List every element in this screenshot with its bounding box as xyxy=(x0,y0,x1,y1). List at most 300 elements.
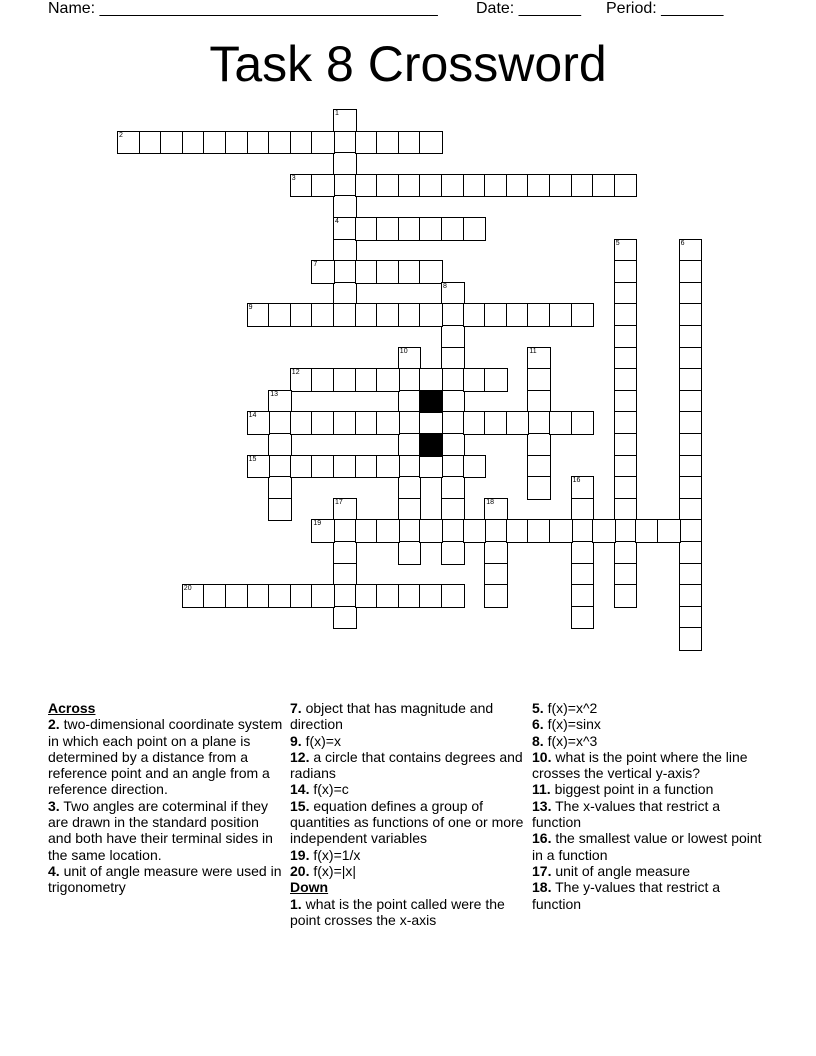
grid-cell[interactable] xyxy=(527,519,551,543)
grid-cell[interactable] xyxy=(398,260,422,284)
across-clue xyxy=(290,847,526,863)
grid-cell[interactable] xyxy=(355,584,379,608)
across-clue xyxy=(290,700,526,733)
grid-cell[interactable] xyxy=(441,411,465,435)
grid-cell[interactable] xyxy=(333,498,357,522)
grid-cell[interactable] xyxy=(441,325,465,349)
grid-cell[interactable] xyxy=(398,455,422,479)
clue-text: f(x)=|x| xyxy=(309,862,357,879)
grid-cell[interactable] xyxy=(527,390,551,414)
clue-num: 20. xyxy=(290,862,310,879)
grid-cell[interactable] xyxy=(549,174,573,198)
grid-cell[interactable] xyxy=(549,303,573,327)
grid-cell[interactable] xyxy=(614,433,638,457)
grid-cell[interactable] xyxy=(527,368,551,392)
clues-column-3 xyxy=(532,700,768,912)
clue-number: 19 xyxy=(313,520,322,528)
grid-cell[interactable] xyxy=(268,476,292,500)
grid-cell[interactable] xyxy=(441,498,465,522)
clue-num: 6. xyxy=(532,716,544,733)
grid-cell[interactable] xyxy=(311,174,335,198)
grid-cell[interactable] xyxy=(614,239,638,263)
grid-cell[interactable] xyxy=(333,584,357,608)
grid-cell[interactable] xyxy=(484,563,508,587)
grid-cell[interactable] xyxy=(376,131,400,155)
grid-cell[interactable] xyxy=(463,174,487,198)
grid-cell[interactable] xyxy=(679,390,703,414)
across-heading: Across xyxy=(48,700,96,716)
grid-cell[interactable] xyxy=(506,303,530,327)
grid-cell[interactable] xyxy=(398,541,422,565)
clue-num: 3. xyxy=(48,797,60,814)
clue-text: f(x)=x^3 xyxy=(543,732,598,749)
grid-cell[interactable] xyxy=(571,563,595,587)
grid-cell[interactable] xyxy=(333,303,357,327)
grid-cell[interactable] xyxy=(527,174,551,198)
grid-cell[interactable] xyxy=(376,303,400,327)
grid-cell[interactable] xyxy=(355,217,379,241)
grid-cell[interactable] xyxy=(614,325,638,349)
grid-cell[interactable] xyxy=(333,260,357,284)
grid-cell[interactable] xyxy=(463,303,487,327)
grid-cell[interactable] xyxy=(441,174,465,198)
down-clue xyxy=(290,896,526,929)
grid-cell[interactable] xyxy=(441,303,465,327)
grid-cell[interactable] xyxy=(333,109,357,133)
period-field-label[interactable]: Period: _______ xyxy=(606,0,724,17)
grid-cell[interactable] xyxy=(290,131,314,155)
across-clue-list-1 xyxy=(48,716,284,895)
grid-cell[interactable] xyxy=(614,455,638,479)
grid-cell[interactable] xyxy=(679,239,703,263)
grid-cell[interactable] xyxy=(614,498,638,522)
down-clue xyxy=(532,716,768,732)
clue-num: 12. xyxy=(290,748,310,765)
clue-text: unit of angle measure were used in trigonometry xyxy=(48,862,282,896)
grid-cell[interactable] xyxy=(419,368,443,392)
grid-cell[interactable] xyxy=(571,174,595,198)
grid-cell[interactable] xyxy=(333,239,357,263)
grid-cell[interactable] xyxy=(679,606,703,630)
grid-cell[interactable] xyxy=(571,303,595,327)
grid-cell[interactable] xyxy=(679,541,703,565)
grid-cell[interactable] xyxy=(419,131,443,155)
grid-cell[interactable] xyxy=(441,519,465,543)
clue-num: 17. xyxy=(532,862,552,879)
grid-cell[interactable] xyxy=(657,519,681,543)
clue-number: 20 xyxy=(183,585,192,593)
across-clue xyxy=(290,733,526,749)
grid-cell[interactable] xyxy=(506,519,530,543)
grid-cell[interactable] xyxy=(571,476,595,500)
clue-text: f(x)=1/x xyxy=(309,846,361,863)
grid-cell[interactable] xyxy=(571,519,595,543)
grid-cell[interactable] xyxy=(571,498,595,522)
clue-number: 5 xyxy=(615,239,620,247)
clue-num: 1. xyxy=(290,895,302,912)
grid-cell[interactable] xyxy=(311,260,335,284)
grid-cell[interactable] xyxy=(463,217,487,241)
grid-cell[interactable] xyxy=(484,174,508,198)
clue-number: 4 xyxy=(335,218,339,225)
grid-cell[interactable] xyxy=(441,584,465,608)
name-field-label[interactable]: Name: ______________________________________ xyxy=(48,0,438,17)
grid-cell[interactable] xyxy=(419,260,443,284)
clue-text: a circle that contains degrees and radians xyxy=(290,748,523,782)
down-clue-list-2 xyxy=(532,700,768,912)
across-clue xyxy=(290,749,526,782)
clue-num: 14. xyxy=(290,781,310,798)
clue-number: 6 xyxy=(680,239,685,247)
grid-cell[interactable] xyxy=(268,455,292,479)
page-title: Task 8 Crossword xyxy=(209,36,607,92)
grid-cell[interactable] xyxy=(679,563,703,587)
clue-number: 12 xyxy=(291,369,300,377)
across-clue xyxy=(290,781,526,797)
down-heading: Down xyxy=(290,879,329,896)
grid-cell[interactable] xyxy=(355,455,379,479)
grid-cell[interactable] xyxy=(398,498,422,522)
grid-cell[interactable] xyxy=(614,368,638,392)
grid-cell[interactable] xyxy=(398,411,422,435)
grid-cell[interactable] xyxy=(419,174,443,198)
grid-cell[interactable] xyxy=(355,519,379,543)
grid-cell[interactable] xyxy=(463,368,487,392)
grid-cell[interactable] xyxy=(355,174,379,198)
down-clue xyxy=(532,700,768,716)
grid-cell[interactable] xyxy=(571,411,595,435)
clue-number: 18 xyxy=(486,498,494,506)
grid-cell[interactable] xyxy=(592,174,616,198)
grid-cell[interactable] xyxy=(376,455,400,479)
grid-cell[interactable] xyxy=(355,131,379,155)
grid-cell[interactable] xyxy=(614,519,638,543)
grid-cell[interactable] xyxy=(679,476,703,500)
clue-num: 9. xyxy=(290,732,302,749)
clue-num: 5. xyxy=(532,700,544,716)
grid-cell[interactable] xyxy=(441,368,465,392)
down-clue xyxy=(532,781,768,797)
grid-cell[interactable] xyxy=(290,584,314,608)
grid-cell[interactable] xyxy=(441,217,465,241)
grid-cell[interactable] xyxy=(527,347,551,371)
grid-cell[interactable] xyxy=(527,303,551,327)
grid-cell[interactable] xyxy=(484,498,508,522)
clue-text: Two angles are coterminal if they are drawn in the standard position and both have their terminal sides in the same location. xyxy=(48,797,273,863)
clue-text: two-dimensional coordinate system in which each point on a plane is determined by a distance from a reference point and an angle from a reference direction. xyxy=(48,716,283,798)
grid-cell[interactable] xyxy=(614,260,638,284)
down-clue xyxy=(532,879,768,912)
grid-cell[interactable] xyxy=(571,606,595,630)
grid-cell[interactable] xyxy=(333,455,357,479)
grid-cell[interactable] xyxy=(398,347,422,371)
clue-num: 7. xyxy=(290,700,302,716)
clue-text: The y-values that restrict a function xyxy=(532,879,721,912)
grid-cell[interactable] xyxy=(225,584,249,608)
across-clue xyxy=(48,716,284,797)
grid-cell[interactable] xyxy=(398,174,422,198)
clue-num: 15. xyxy=(290,797,310,814)
clue-num: 18. xyxy=(532,879,552,896)
grid-cell[interactable] xyxy=(160,131,184,155)
clue-number: 2 xyxy=(119,131,123,139)
grid-cell[interactable] xyxy=(290,368,314,392)
grid-cell[interactable] xyxy=(398,584,422,608)
grid-cell[interactable] xyxy=(419,455,443,479)
across-clue xyxy=(290,863,526,879)
grid-cell[interactable] xyxy=(333,282,357,306)
grid-cell[interactable] xyxy=(398,368,422,392)
clue-number: 10 xyxy=(399,347,408,355)
grid-cell[interactable] xyxy=(311,368,335,392)
grid-cell[interactable] xyxy=(311,411,335,435)
grid-cell[interactable] xyxy=(441,455,465,479)
clues-column-2 xyxy=(290,700,526,928)
grid-cell[interactable] xyxy=(268,584,292,608)
grid-cell[interactable] xyxy=(484,411,508,435)
grid-cell[interactable] xyxy=(484,541,508,565)
grid-cell[interactable] xyxy=(679,519,703,543)
grid-cell[interactable] xyxy=(268,303,292,327)
grid-cell[interactable] xyxy=(463,455,487,479)
grid-cell[interactable] xyxy=(679,260,703,284)
grid-cell[interactable] xyxy=(419,411,443,435)
clue-number: 11 xyxy=(529,347,537,355)
grid-cell[interactable] xyxy=(290,174,314,198)
grid-cell[interactable] xyxy=(247,411,271,435)
grid-cell[interactable] xyxy=(527,455,551,479)
clue-num: 8. xyxy=(532,732,544,749)
clue-text: unit of angle measure xyxy=(551,862,690,879)
grid-cell[interactable] xyxy=(398,303,422,327)
grid-cell[interactable] xyxy=(247,131,271,155)
grid-cell[interactable] xyxy=(333,368,357,392)
clue-num: 11. xyxy=(532,781,551,798)
grid-cell[interactable] xyxy=(355,368,379,392)
clue-num: 16. xyxy=(532,830,552,847)
grid-cell[interactable] xyxy=(441,282,465,306)
black-cell xyxy=(419,390,443,414)
grid-cell[interactable] xyxy=(679,282,703,306)
grid-cell[interactable] xyxy=(247,303,271,327)
date-field-label[interactable]: Date: _______ xyxy=(476,0,581,17)
grid-cell[interactable] xyxy=(333,131,357,155)
grid-cell[interactable] xyxy=(376,217,400,241)
grid-cell[interactable] xyxy=(614,282,638,306)
grid-cell[interactable] xyxy=(268,498,292,522)
down-clue xyxy=(532,749,768,782)
down-clue xyxy=(532,798,768,831)
grid-cell[interactable] xyxy=(311,584,335,608)
grid-cell[interactable] xyxy=(614,476,638,500)
grid-cell[interactable] xyxy=(484,519,508,543)
grid-cell[interactable] xyxy=(571,541,595,565)
clue-number: 3 xyxy=(291,174,296,182)
grid-cell[interactable] xyxy=(311,519,335,543)
grid-cell[interactable] xyxy=(614,347,638,371)
grid-cell[interactable] xyxy=(527,433,551,457)
grid-cell[interactable] xyxy=(290,455,314,479)
grid-cell[interactable] xyxy=(506,411,530,435)
grid-cell[interactable] xyxy=(376,260,400,284)
grid-cell[interactable] xyxy=(679,627,703,651)
grid-cell[interactable] xyxy=(614,541,638,565)
grid-cell[interactable] xyxy=(311,303,335,327)
grid-cell[interactable] xyxy=(376,519,400,543)
grid-cell[interactable] xyxy=(398,131,422,155)
grid-cell[interactable] xyxy=(182,584,206,608)
grid-cell[interactable] xyxy=(506,174,530,198)
grid-cell[interactable] xyxy=(484,303,508,327)
grid-cell[interactable] xyxy=(549,411,573,435)
grid-cell[interactable] xyxy=(311,455,335,479)
grid-cell[interactable] xyxy=(679,411,703,435)
grid-cell[interactable] xyxy=(484,368,508,392)
grid-cell[interactable] xyxy=(376,411,400,435)
across-clue xyxy=(48,863,284,896)
clue-number: 8 xyxy=(443,282,447,290)
grid-cell[interactable] xyxy=(182,131,206,155)
grid-cell[interactable] xyxy=(355,411,379,435)
clue-text: The x-values that restrict a function xyxy=(532,797,721,831)
grid-cell[interactable] xyxy=(398,519,422,543)
clue-num: 4. xyxy=(48,862,60,879)
clue-text: what is the point where the line crosses the vertical y-axis? xyxy=(532,748,748,782)
grid-cell[interactable] xyxy=(549,519,573,543)
grid-cell[interactable] xyxy=(441,541,465,565)
grid-cell[interactable] xyxy=(268,433,292,457)
grid-cell[interactable] xyxy=(247,455,271,479)
grid-cell[interactable] xyxy=(203,131,227,155)
grid-cell[interactable] xyxy=(527,476,551,500)
grid-cell[interactable] xyxy=(203,584,227,608)
clue-text: equation defines a group of quantities as functions of one or more independent variables xyxy=(290,797,524,847)
grid-cell[interactable] xyxy=(679,498,703,522)
clue-number: 1 xyxy=(335,110,339,117)
down-clue xyxy=(532,863,768,879)
clue-text: biggest point in a function xyxy=(550,781,714,798)
grid-cell[interactable] xyxy=(333,563,357,587)
grid-cell[interactable] xyxy=(614,411,638,435)
grid-cell[interactable] xyxy=(398,390,422,414)
grid-cell[interactable] xyxy=(679,325,703,349)
grid-cell[interactable] xyxy=(419,519,443,543)
grid-cell[interactable] xyxy=(679,584,703,608)
clue-number: 13 xyxy=(270,390,278,398)
grid-cell[interactable] xyxy=(571,584,595,608)
clue-number: 15 xyxy=(248,455,257,463)
grid-cell[interactable] xyxy=(290,411,314,435)
grid-cell[interactable] xyxy=(268,390,292,414)
grid-cell[interactable] xyxy=(398,217,422,241)
grid-cell[interactable] xyxy=(592,519,616,543)
grid-cell[interactable] xyxy=(679,433,703,457)
clue-number: 16 xyxy=(572,477,581,485)
grid-cell[interactable] xyxy=(419,584,443,608)
clue-text: f(x)=c xyxy=(309,781,349,798)
grid-cell[interactable] xyxy=(333,152,357,176)
grid-cell[interactable] xyxy=(419,303,443,327)
grid-cell[interactable] xyxy=(355,303,379,327)
clue-number: 14 xyxy=(248,412,257,420)
grid-cell[interactable] xyxy=(268,411,292,435)
grid-cell[interactable] xyxy=(333,411,357,435)
grid-cell[interactable] xyxy=(614,390,638,414)
grid-cell[interactable] xyxy=(635,519,659,543)
grid-cell[interactable] xyxy=(614,174,638,198)
grid-cell[interactable] xyxy=(679,347,703,371)
grid-cell[interactable] xyxy=(139,131,163,155)
clue-number: 17 xyxy=(335,498,343,506)
grid-cell[interactable] xyxy=(441,433,465,457)
grid-cell[interactable] xyxy=(679,303,703,327)
clue-num: 10. xyxy=(532,748,552,765)
grid-cell[interactable] xyxy=(398,433,422,457)
clue-num: 19. xyxy=(290,846,310,863)
grid-cell[interactable] xyxy=(679,455,703,479)
down-clue xyxy=(532,830,768,863)
grid-cell[interactable] xyxy=(441,347,465,371)
grid-cell[interactable] xyxy=(679,368,703,392)
grid-cell[interactable] xyxy=(333,606,357,630)
down-clue xyxy=(532,733,768,749)
grid-cell[interactable] xyxy=(333,217,357,241)
grid-cell[interactable] xyxy=(419,217,443,241)
grid-cell[interactable] xyxy=(527,411,551,435)
grid-cell[interactable] xyxy=(311,131,335,155)
clue-text: f(x)=x xyxy=(301,732,341,749)
clue-number: 9 xyxy=(248,304,253,312)
across-clue-list-2 xyxy=(290,700,526,879)
grid-cell[interactable] xyxy=(614,584,638,608)
black-cell xyxy=(419,433,443,457)
grid-cell[interactable] xyxy=(376,584,400,608)
clue-text: the smallest value or lowest point in a function xyxy=(532,830,762,863)
grid-cell[interactable] xyxy=(463,519,487,543)
grid-cell[interactable] xyxy=(247,584,271,608)
grid-cell[interactable] xyxy=(463,411,487,435)
clue-num: 13. xyxy=(532,797,552,814)
across-clue xyxy=(290,798,526,847)
grid-cell[interactable] xyxy=(398,476,422,500)
grid-cell[interactable] xyxy=(376,174,400,198)
clue-text: f(x)=sinx xyxy=(543,716,601,733)
across-clue xyxy=(48,798,284,863)
grid-cell[interactable] xyxy=(290,303,314,327)
clue-text: object that has magnitude and direction xyxy=(290,700,494,733)
grid-cell[interactable] xyxy=(441,390,465,414)
grid-cell[interactable] xyxy=(333,541,357,565)
grid-cell[interactable] xyxy=(268,131,292,155)
grid-cell[interactable] xyxy=(441,476,465,500)
clue-text: f(x)=x^2 xyxy=(543,700,598,716)
grid-cell[interactable] xyxy=(333,195,357,219)
clue-text: what is the point called were the point crosses the x-axis xyxy=(290,895,505,928)
grid-cell[interactable] xyxy=(333,174,357,198)
grid-cell[interactable] xyxy=(333,519,357,543)
grid-cell[interactable] xyxy=(225,131,249,155)
grid-cell[interactable] xyxy=(614,563,638,587)
down-clue-list-1 xyxy=(290,896,526,929)
grid-cell[interactable] xyxy=(355,260,379,284)
grid-cell[interactable] xyxy=(117,131,141,155)
clue-num: 2. xyxy=(48,716,60,733)
grid-cell[interactable] xyxy=(614,303,638,327)
grid-cell[interactable] xyxy=(376,368,400,392)
clue-number: 7 xyxy=(313,261,318,269)
clues-column-1 xyxy=(48,700,284,896)
grid-cell[interactable] xyxy=(484,584,508,608)
